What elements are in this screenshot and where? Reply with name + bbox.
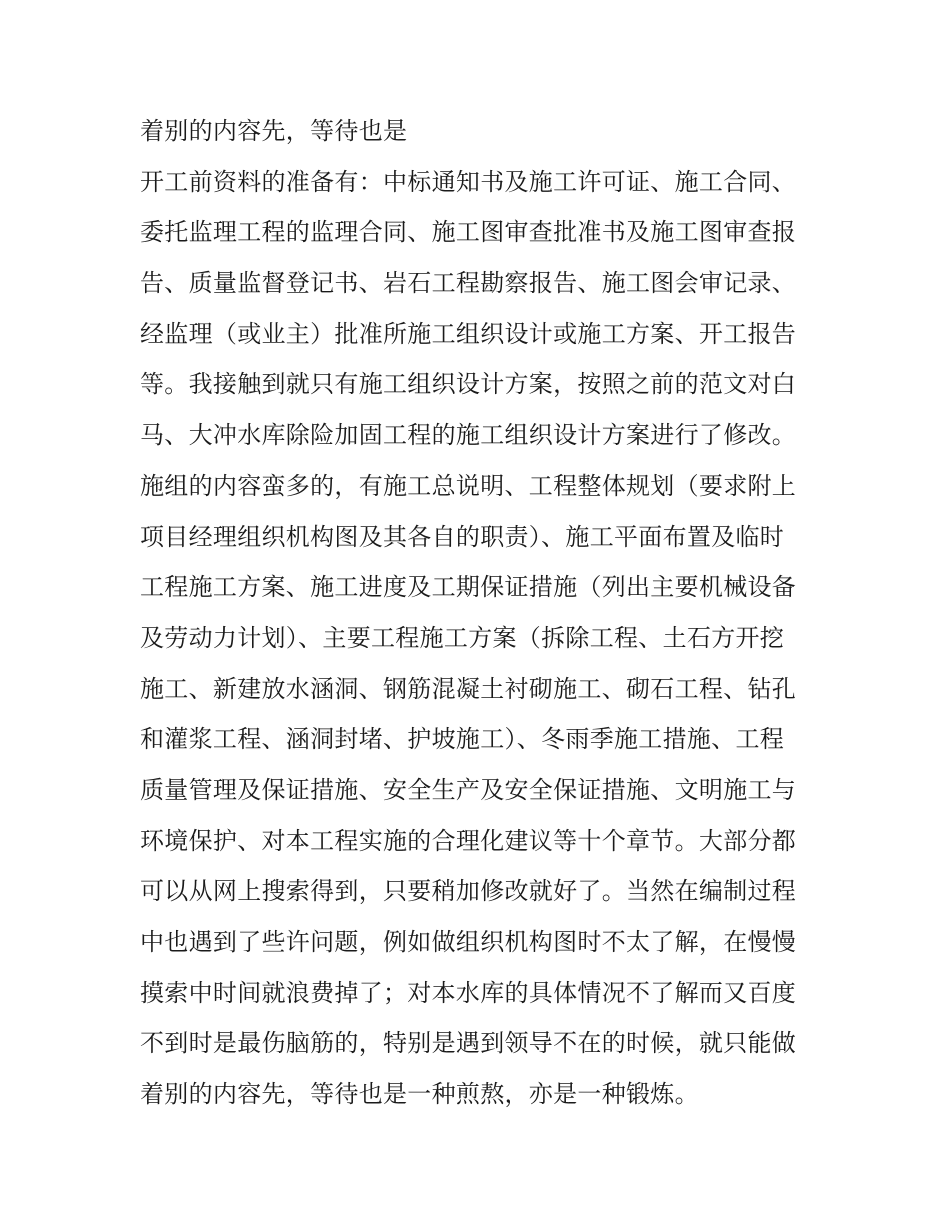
text-line: 摸索中时间就浪费掉了；对本水库的具体情况不了解而又百度 — [140, 978, 797, 1007]
text-line: 及劳动力计划）、主要工程施工方案（拆除工程、土石方开挖 — [140, 623, 785, 652]
text-line: 中也遇到了些许问题，例如做组织机构图时不太了解，在慢慢 — [140, 928, 797, 956]
text-line: 开工前资料的准备有：中标通知书及施工许可证、施工合同、 — [140, 167, 797, 196]
text-line: 施组的内容蛮多的，有施工总说明、工程整体规划（要求附上 — [140, 471, 797, 500]
text-line: 工程施工方案、施工进度及工期保证措施（列出主要机械设备 — [140, 573, 797, 602]
text-line: 委托监理工程的监理合同、施工图审查批准书及施工图审查报 — [140, 218, 797, 247]
text-line: 可以从网上搜索得到，只要稍加修改就好了。当然在编制过程 — [140, 877, 797, 906]
text-line: 质量管理及保证措施、安全生产及安全保证措施、文明施工与 — [140, 775, 797, 804]
text-line: 着别的内容先，等待也是一种煎熬，亦是一种锻炼。 — [140, 1080, 699, 1109]
text-line: 不到时是最伤脑筋的，特别是遇到领导不在的时候，就只能做 — [140, 1029, 797, 1058]
text-line: 项目经理组织机构图及其各自的职责）、施工平面布置及临时 — [140, 522, 785, 551]
text-line: 施工、新建放水涵洞、钢筋混凝土衬砌施工、砌石工程、钻孔 — [140, 674, 797, 703]
text-line: 环境保护、对本工程实施的合理化建议等十个章节。大部分都 — [140, 826, 797, 855]
body-text — [140, 106, 820, 1120]
text-line: 和灌浆工程、涵洞封堵、护坡施工）、冬雨季施工措施、工程 — [140, 725, 785, 754]
text-line: 着别的内容先，等待也是 — [140, 117, 408, 145]
text-line: 等。我接触到就只有施工组织设计方案，按照之前的范文对白 — [140, 370, 797, 399]
text-line: 告、质量监督登记书、岩石工程勘察报告、施工图会审记录、 — [140, 269, 797, 298]
text-line: 经监理（或业主）批准所施工组织设计或施工方案、开工报告 — [140, 319, 797, 348]
text-line: 马、大冲水库除险加固工程的施工组织设计方案进行了修改。 — [140, 421, 797, 450]
